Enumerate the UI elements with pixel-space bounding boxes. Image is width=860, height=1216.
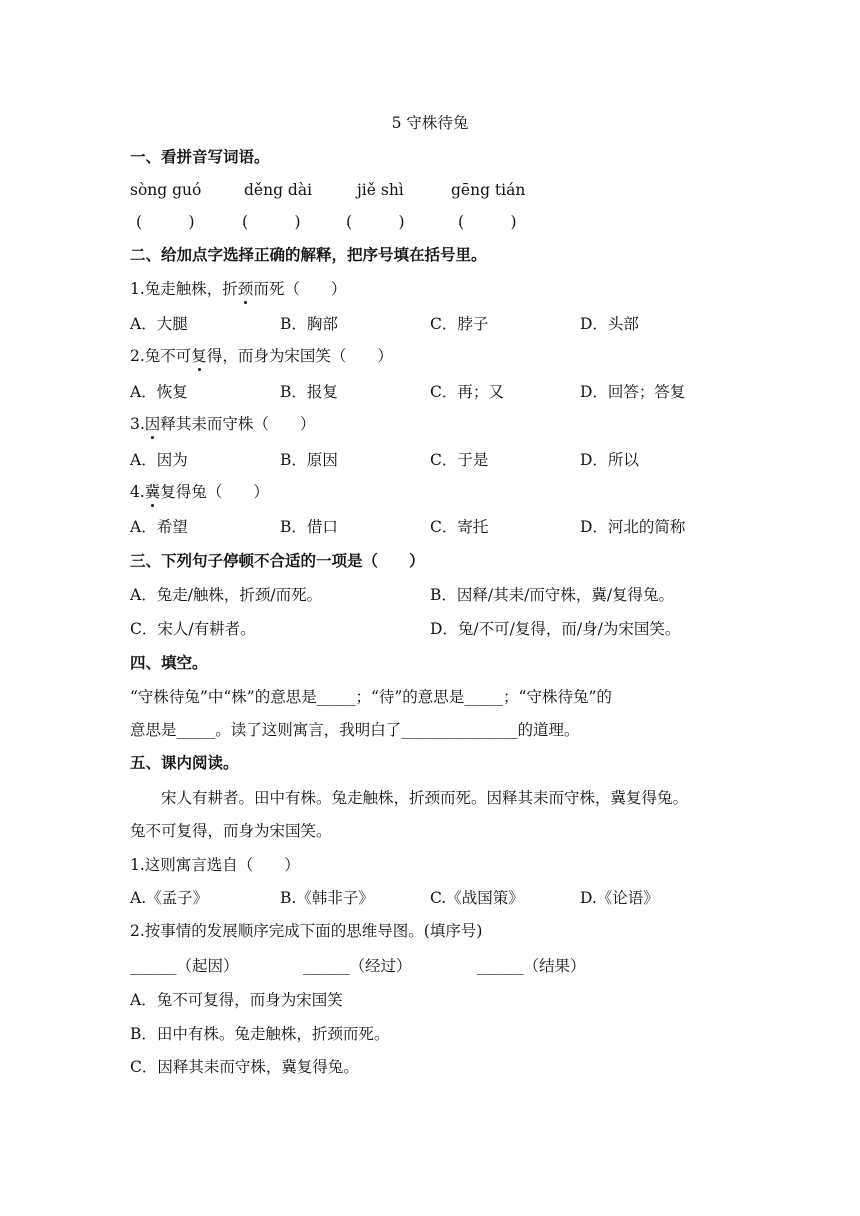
s2-q1-option-b[interactable]: B．胸部 [280,315,338,333]
answer-blank-3[interactable]: ( ) [346,213,405,231]
s2-q2-option-d[interactable]: D．回答；答复 [580,383,686,401]
q-text-post: 得，而身为宋国笑（ ） [206,347,393,365]
pinyin-3: jiě shì [357,181,404,199]
reading-passage-line-2: 兔不可复得，而身为宋国笑。 [130,822,332,840]
section1-heading: 一、看拼音写词语。 [130,148,270,166]
s2-q3-option-b[interactable]: B．原因 [280,451,338,469]
s3-option-a[interactable]: A．兔走/触株，折颈/而死。 [130,586,323,604]
dotted-char: 颈 [237,280,254,298]
q-text-pre: 2.兔不可 [130,347,192,365]
q-text-pre: 4. [130,483,145,501]
s5-choice-a: A．兔不可复得，而身为宋国笑 [130,991,343,1009]
fill-blank-line-2: 意思是_____。读了这则寓言，我明白了_______________的道理。 [130,721,580,739]
fill-blank-line-1: “守株待兔”中“株”的意思是_____；“待”的意思是_____；“守株待兔”的 [130,688,612,706]
s5-q1-option-b[interactable]: B.《韩非子》 [280,889,374,907]
s3-option-d[interactable]: D．兔/不可/复得，而/身/为宋国笑。 [430,620,681,638]
s5-q1-option-d[interactable]: D.《论语》 [580,889,659,907]
section3-heading: 三、下列句子停顿不合适的一项是（ ） [130,552,425,570]
s5-choice-c: C．因释其耒而守株，冀复得兔。 [130,1058,359,1076]
s2-q4-option-c[interactable]: C．寄托 [430,518,489,536]
reading-passage-line-1: 宋人有耕者。田中有株。兔走触株，折颈而死。因释其耒而守株，冀复得兔。 [161,789,689,807]
section5-heading: 五、课内阅读。 [130,754,239,772]
dotted-char: 复 [191,347,207,365]
s2-q1-option-d[interactable]: D．头部 [580,315,639,333]
s2-q3-option-d[interactable]: D．所以 [580,451,639,469]
s5-question-2: 2.按事情的发展顺序完成下面的思维导图。(填序号) [130,922,483,940]
s5-choice-b: B．田中有株。兔走触株，折颈而死。 [130,1025,390,1043]
s2-q1-option-a[interactable]: A．大腿 [130,315,188,333]
answer-blank-2[interactable]: ( ) [242,213,301,231]
section4-heading: 四、填空。 [130,654,208,672]
dotted-char: 因 [144,415,161,433]
s2-q2-option-c[interactable]: C．再；又 [430,383,504,401]
s5-question-1: 1.这则寓言选自（ ） [130,856,300,874]
s3-option-c[interactable]: C．宋人/有耕者。 [130,620,256,638]
pinyin-2: děng dài [244,181,313,199]
pinyin-1: sòng guó [130,181,202,199]
s2-q4-option-b[interactable]: B．借口 [280,518,338,536]
s2-q3-option-a[interactable]: A．因为 [130,451,188,469]
section2-heading: 二、给加点字选择正确的解释，把序号填在括号里。 [130,246,487,264]
s2-q1-option-c[interactable]: C．脖子 [430,315,489,333]
answer-blank-4[interactable]: ( ) [458,213,517,231]
mindmap-cause[interactable]: ______（起因） [130,957,239,975]
answer-blank-1[interactable]: ( ) [136,213,195,231]
mindmap-process[interactable]: ______（经过） [303,957,412,975]
s2-q3-option-c[interactable]: C．于是 [430,451,489,469]
q-text-post: 复得兔（ ） [160,483,269,501]
s2-question-3 [130,413,315,435]
q-text-pre: 1.兔走触株，折 [130,280,238,298]
s2-q4-option-a[interactable]: A．希望 [130,518,188,536]
s2-question-2 [130,345,393,367]
s3-option-b[interactable]: B．因释/其耒/而守株，冀/复得兔。 [430,586,675,604]
page-title: 5 守株待兔 [391,114,469,132]
mindmap-result[interactable]: ______（结果） [477,957,586,975]
pinyin-4: gēng tián [451,181,526,199]
s5-q1-option-a[interactable]: A.《孟子》 [130,889,209,907]
s2-question-1 [130,278,346,300]
s2-q2-option-b[interactable]: B．报复 [280,383,338,401]
s5-q1-option-c[interactable]: C.《战国策》 [430,889,524,907]
q-text-pre: 3. [130,415,145,433]
q-text-post: 而死（ ） [253,280,347,298]
dotted-char: 冀 [144,483,161,501]
s2-q4-option-d[interactable]: D．河北的简称 [580,518,686,536]
s2-question-4 [130,481,269,503]
q-text-post: 释其耒而守株（ ） [160,415,316,433]
s2-q2-option-a[interactable]: A．恢复 [130,383,188,401]
